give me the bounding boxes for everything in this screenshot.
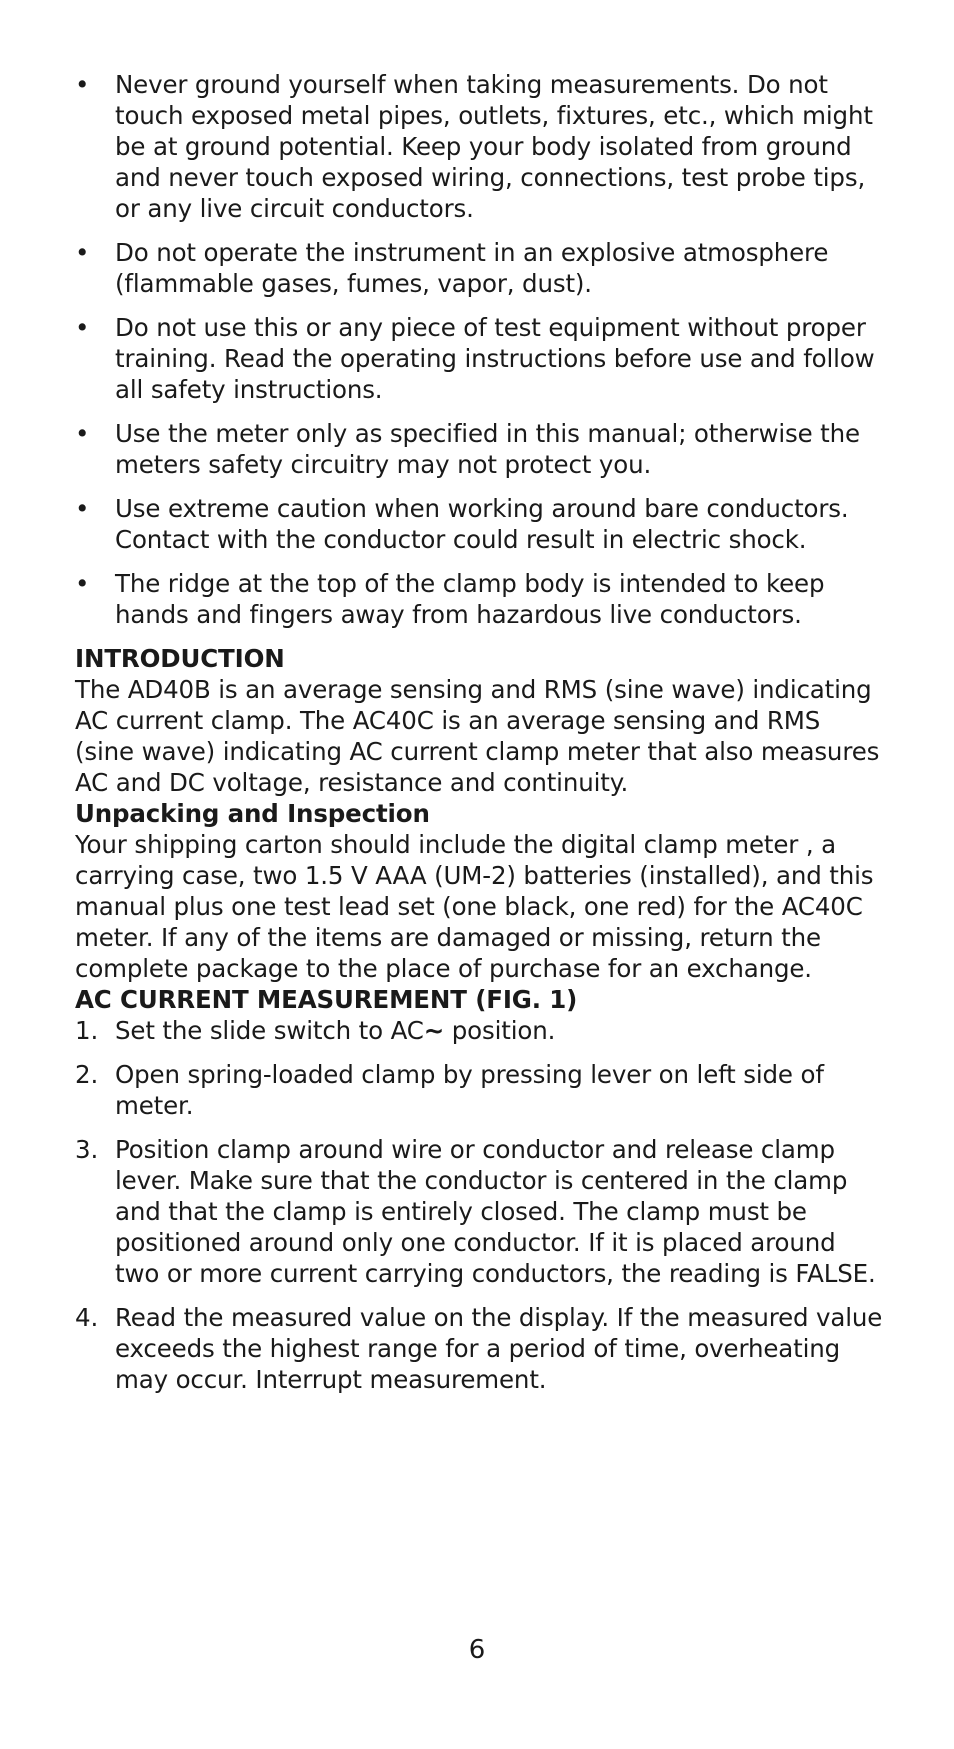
unpacking-heading: Unpacking and Inspection <box>75 799 430 828</box>
step-text-before: Set the slide switch to AC <box>115 1016 424 1045</box>
introduction-body: The AD40B is an average sensing and RMS (sine wave) indicating AC current clamp. The AC40C is an average sensing and RMS (sine wave) indicating AC current clamp meter that also measures AC and DC voltage, resistance and continuity. <box>75 675 880 797</box>
introduction-heading: INTRODUCTION <box>75 644 285 673</box>
step-item <box>75 1134 885 1289</box>
step-item <box>75 1015 885 1046</box>
step-number: 1. <box>75 1016 99 1045</box>
step-item <box>75 1059 885 1121</box>
ac-current-heading: AC CURRENT MEASUREMENT (FIG. 1) <box>75 985 578 1014</box>
bullet-marker: • <box>75 313 90 342</box>
safety-bullet-item <box>75 568 885 630</box>
page-number: 6 <box>468 1635 486 1665</box>
safety-bullet-text: Use extreme caution when working around bare conductors. Contact with the conductor could result in electric shock. <box>115 494 849 554</box>
ac-current-steps <box>75 1015 885 1395</box>
step-text: Position clamp around wire or conductor and release clamp lever. Make sure that the conductor is centered in the clamp and that the clamp is entirely closed. The clamp must be positioned around only one conductor. If it is placed around two or more current carrying conductors, the reading is FALSE. <box>115 1135 876 1288</box>
manual-page-content <box>75 69 885 1408</box>
safety-bullet-text: Do not use this or any piece of test equipment without proper training. Read the operating instructions before use and follow all safety instructions. <box>115 313 875 404</box>
step-text: Open spring-loaded clamp by pressing lever on left side of meter. <box>115 1060 824 1120</box>
safety-bullet-item <box>75 237 885 299</box>
safety-bullet-text: Use the meter only as specified in this manual; otherwise the meters safety circuitry may not protect you. <box>115 419 860 479</box>
safety-bullet-item <box>75 69 885 224</box>
step-item <box>75 1302 885 1395</box>
ac-tilde-icon: ~ <box>423 1016 445 1045</box>
step-number: 4. <box>75 1303 99 1332</box>
safety-bullet-list <box>75 69 885 630</box>
bullet-marker: • <box>75 494 90 523</box>
bullet-marker: • <box>75 569 90 598</box>
safety-bullet-text: Never ground yourself when taking measurements. Do not touch exposed metal pipes, outlets, fixtures, etc., which might be at ground potential. Keep your body isolated from ground and never touch exposed wiring, connections, test probe tips, or any live circuit conductors. <box>115 70 873 223</box>
step-number: 2. <box>75 1060 99 1089</box>
safety-bullet-text: Do not operate the instrument in an explosive atmosphere (flammable gases, fumes, vapor, dust). <box>115 238 829 298</box>
safety-bullet-item <box>75 493 885 555</box>
step-text-after: position. <box>444 1016 556 1045</box>
safety-bullet-item <box>75 418 885 480</box>
unpacking-body: Your shipping carton should include the digital clamp meter , a carrying case, two 1.5 V AAA (UM-2) batteries (installed), and this manual plus one test lead set (one black, one red) for the AC40C meter. If any of the items are damaged or missing, return the complete package to the place of purchase for an exchange. <box>75 830 874 983</box>
bullet-marker: • <box>75 70 90 99</box>
step-text: Read the measured value on the display. If the measured value exceeds the highest range for a period of time, overheating may occur. Interrupt measurement. <box>115 1303 883 1394</box>
safety-bullet-text: The ridge at the top of the clamp body is intended to keep hands and fingers away from hazardous live conductors. <box>115 569 825 629</box>
bullet-marker: • <box>75 419 90 448</box>
safety-bullet-item <box>75 312 885 405</box>
step-number: 3. <box>75 1135 99 1164</box>
bullet-marker: • <box>75 238 90 267</box>
